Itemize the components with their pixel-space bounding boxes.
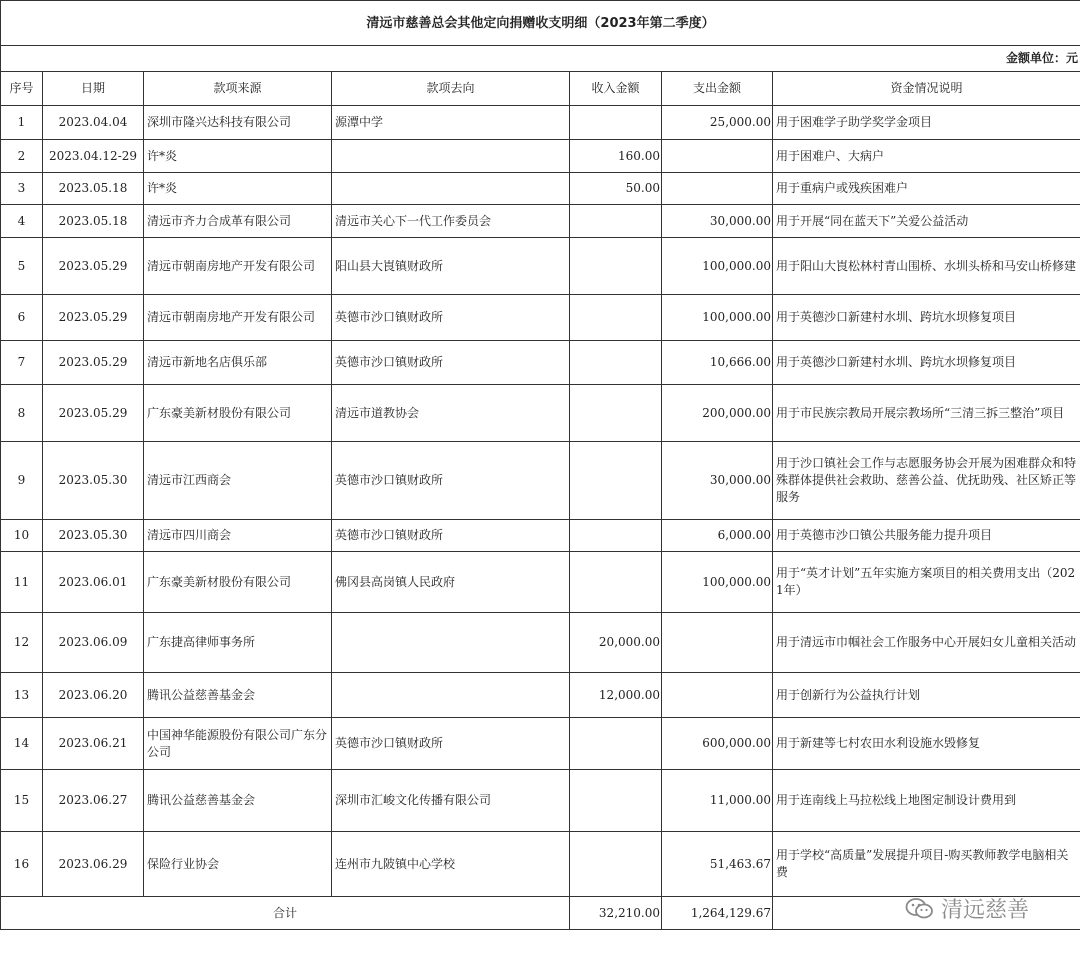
cell-source: 许*炎	[144, 140, 332, 173]
cell-note: 用于阳山大崀松林村青山围桥、水圳头桥和马安山桥修建	[773, 238, 1080, 295]
cell-date: 2023.06.21	[43, 718, 144, 770]
cell-destination: 英德市沙口镇财政所	[332, 295, 570, 341]
cell-expense	[662, 173, 773, 205]
watermark	[905, 893, 1029, 924]
table-row	[1, 770, 1080, 832]
cell-note: 用于市民族宗教局开展宗教场所“三清三拆三整治”项目	[773, 385, 1080, 442]
cell-date: 2023.05.18	[43, 205, 144, 238]
cell-income	[570, 832, 662, 897]
header-income: 收入金额	[570, 72, 662, 106]
cell-destination: 英德市沙口镇财政所	[332, 520, 570, 552]
cell-expense	[662, 140, 773, 173]
cell-source: 广东豪美新材股份有限公司	[144, 385, 332, 442]
header-source: 款项来源	[144, 72, 332, 106]
table-row	[1, 520, 1080, 552]
cell-note: 用于沙口镇社会工作与志愿服务协会开展为困难群众和特殊群体提供社会救助、慈善公益、优抚助残、社区矫正等服务	[773, 442, 1080, 520]
cell-source: 清远市朝南房地产开发有限公司	[144, 295, 332, 341]
cell-expense: 200,000.00	[662, 385, 773, 442]
cell-destination	[332, 613, 570, 673]
cell-destination: 佛冈县高岗镇人民政府	[332, 552, 570, 613]
total-expense: 1,264,129.67	[662, 897, 773, 930]
cell-note: 用于英德沙口新建村水圳、跨坑水坝修复项目	[773, 341, 1080, 385]
cell-source: 清远市四川商会	[144, 520, 332, 552]
cell-destination: 英德市沙口镇财政所	[332, 341, 570, 385]
cell-expense: 25,000.00	[662, 106, 773, 140]
header-destination: 款项去向	[332, 72, 570, 106]
table-title: 清远市慈善总会其他定向捐赠收支明细（2023年第二季度）	[1, 1, 1080, 46]
cell-note: 用于连南线上马拉松线上地图定制设计费用到	[773, 770, 1080, 832]
cell-destination	[332, 673, 570, 718]
cell-expense	[662, 613, 773, 673]
cell-note: 用于困难户、大病户	[773, 140, 1080, 173]
cell-index: 13	[1, 673, 43, 718]
cell-note: 用于重病户或残疾困难户	[773, 173, 1080, 205]
table-row	[1, 173, 1080, 205]
table-row	[1, 295, 1080, 341]
cell-index: 15	[1, 770, 43, 832]
total-income: 32,210.00	[570, 897, 662, 930]
cell-income	[570, 520, 662, 552]
cell-source: 清远市朝南房地产开发有限公司	[144, 238, 332, 295]
cell-source: 腾讯公益慈善基金会	[144, 770, 332, 832]
cell-expense: 11,000.00	[662, 770, 773, 832]
cell-expense	[662, 673, 773, 718]
cell-date: 2023.06.20	[43, 673, 144, 718]
table-row	[1, 832, 1080, 897]
cell-index: 9	[1, 442, 43, 520]
header-row	[1, 72, 1080, 106]
cell-note: 用于英德市沙口镇公共服务能力提升项目	[773, 520, 1080, 552]
header-index: 序号	[1, 72, 43, 106]
cell-date: 2023.05.30	[43, 520, 144, 552]
cell-note: 用于英德沙口新建村水圳、跨坑水坝修复项目	[773, 295, 1080, 341]
cell-note: 用于开展“同在蓝天下”关爱公益活动	[773, 205, 1080, 238]
cell-date: 2023.05.18	[43, 173, 144, 205]
table-row	[1, 385, 1080, 442]
table-row	[1, 341, 1080, 385]
cell-income	[570, 295, 662, 341]
cell-destination: 阳山县大崀镇财政所	[332, 238, 570, 295]
table-row	[1, 613, 1080, 673]
cell-income: 50.00	[570, 173, 662, 205]
cell-index: 16	[1, 832, 43, 897]
cell-index: 6	[1, 295, 43, 341]
header-note: 资金情况说明	[773, 72, 1080, 106]
cell-source: 腾讯公益慈善基金会	[144, 673, 332, 718]
cell-date: 2023.06.01	[43, 552, 144, 613]
cell-index: 14	[1, 718, 43, 770]
cell-expense: 600,000.00	[662, 718, 773, 770]
cell-note: 用于“英才计划”五年实施方案项目的相关费用支出（2021年）	[773, 552, 1080, 613]
table-row	[1, 238, 1080, 295]
cell-date: 2023.04.04	[43, 106, 144, 140]
watermark-text: 清远慈善	[941, 898, 1030, 923]
table-row	[1, 106, 1080, 140]
cell-income	[570, 770, 662, 832]
cell-note: 用于新建等七村农田水利设施水毁修复	[773, 718, 1080, 770]
header-expense: 支出金额	[662, 72, 773, 106]
cell-source: 广东捷高律师事务所	[144, 613, 332, 673]
cell-index: 5	[1, 238, 43, 295]
cell-source: 许*炎	[144, 173, 332, 205]
cell-date: 2023.05.29	[43, 341, 144, 385]
cell-index: 4	[1, 205, 43, 238]
cell-source: 清远市齐力合成革有限公司	[144, 205, 332, 238]
cell-note: 用于创新行为公益执行计划	[773, 673, 1080, 718]
cell-index: 7	[1, 341, 43, 385]
cell-index: 10	[1, 520, 43, 552]
cell-date: 2023.05.29	[43, 385, 144, 442]
cell-source: 清远市江西商会	[144, 442, 332, 520]
cell-index: 8	[1, 385, 43, 442]
cell-index: 11	[1, 552, 43, 613]
cell-expense: 51,463.67	[662, 832, 773, 897]
cell-destination	[332, 173, 570, 205]
cell-income	[570, 205, 662, 238]
table-row	[1, 205, 1080, 238]
cell-expense: 100,000.00	[662, 552, 773, 613]
cell-expense: 30,000.00	[662, 442, 773, 520]
cell-index: 3	[1, 173, 43, 205]
cell-destination: 清远市道教协会	[332, 385, 570, 442]
unit-label: 金额单位：元	[1, 46, 1080, 72]
cell-expense: 100,000.00	[662, 238, 773, 295]
cell-source: 中国神华能源股份有限公司广东分公司	[144, 718, 332, 770]
cell-income	[570, 718, 662, 770]
cell-date: 2023.06.29	[43, 832, 144, 897]
cell-date: 2023.05.29	[43, 295, 144, 341]
cell-income: 20,000.00	[570, 613, 662, 673]
cell-income	[570, 341, 662, 385]
table-row	[1, 140, 1080, 173]
cell-index: 12	[1, 613, 43, 673]
cell-destination: 清远市关心下一代工作委员会	[332, 205, 570, 238]
cell-expense: 30,000.00	[662, 205, 773, 238]
cell-expense: 10,666.00	[662, 341, 773, 385]
cell-destination	[332, 140, 570, 173]
cell-source: 深圳市隆兴达科技有限公司	[144, 106, 332, 140]
cell-source: 保险行业协会	[144, 832, 332, 897]
cell-index: 1	[1, 106, 43, 140]
cell-index: 2	[1, 140, 43, 173]
cell-date: 2023.05.30	[43, 442, 144, 520]
table-row	[1, 442, 1080, 520]
cell-expense: 100,000.00	[662, 295, 773, 341]
cell-date: 2023.06.27	[43, 770, 144, 832]
cell-note: 用于清远市巾帼社会工作服务中心开展妇女儿童相关活动	[773, 613, 1080, 673]
cell-expense: 6,000.00	[662, 520, 773, 552]
cell-date: 2023.06.09	[43, 613, 144, 673]
cell-destination: 源潭中学	[332, 106, 570, 140]
header-date: 日期	[43, 72, 144, 106]
table-row	[1, 673, 1080, 718]
total-label: 合计	[1, 897, 570, 930]
cell-destination: 深圳市汇峻文化传播有限公司	[332, 770, 570, 832]
cell-date: 2023.05.29	[43, 238, 144, 295]
cell-date: 2023.04.12-29	[43, 140, 144, 173]
cell-source: 清远市新地名店俱乐部	[144, 341, 332, 385]
cell-note: 用于困难学子助学奖学金项目	[773, 106, 1080, 140]
cell-income: 12,000.00	[570, 673, 662, 718]
cell-destination: 英德市沙口镇财政所	[332, 442, 570, 520]
table-row	[1, 718, 1080, 770]
cell-destination: 英德市沙口镇财政所	[332, 718, 570, 770]
cell-source: 广东豪美新材股份有限公司	[144, 552, 332, 613]
cell-income	[570, 106, 662, 140]
cell-note: 用于学校“高质量”发展提升项目-购买教师教学电脑相关费	[773, 832, 1080, 897]
table-row	[1, 552, 1080, 613]
cell-destination: 连州市九陂镇中心学校	[332, 832, 570, 897]
wechat-icon	[905, 897, 935, 921]
cell-income	[570, 442, 662, 520]
cell-income	[570, 238, 662, 295]
cell-income: 160.00	[570, 140, 662, 173]
cell-income	[570, 385, 662, 442]
cell-income	[570, 552, 662, 613]
